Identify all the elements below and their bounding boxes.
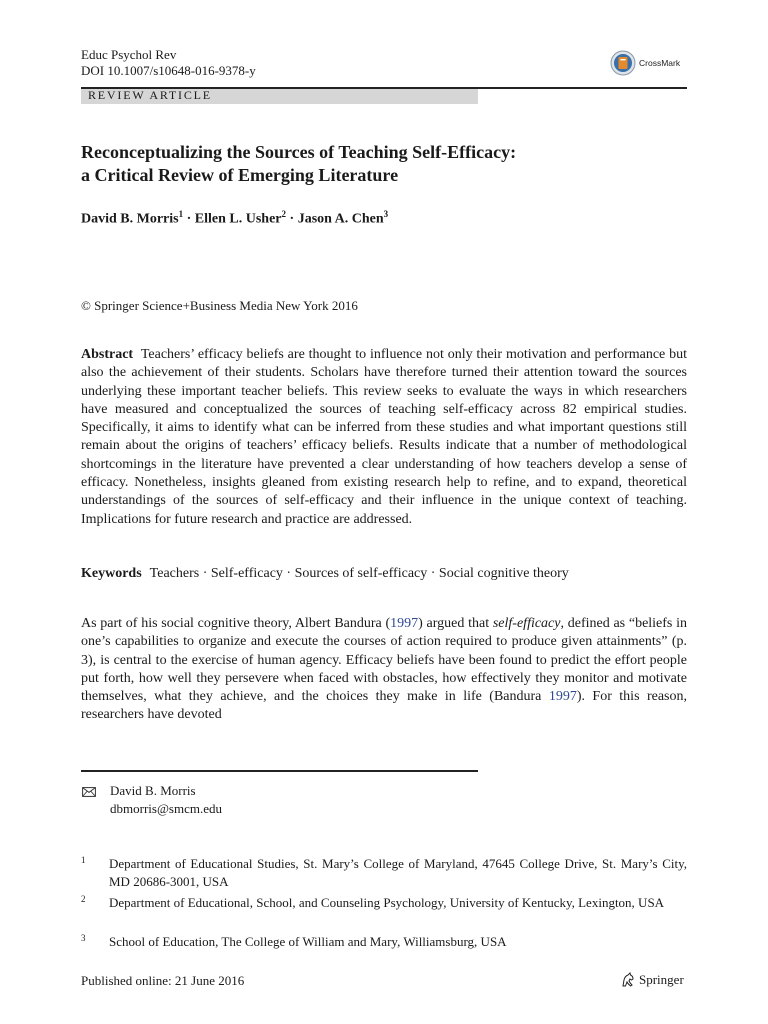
- keywords-label: Keywords: [81, 566, 142, 581]
- publisher-logo: [620, 972, 684, 988]
- envelope-icon: [82, 787, 96, 797]
- crossmark-label: CrossMark: [639, 58, 681, 68]
- crossmark-badge[interactable]: [610, 49, 680, 77]
- body-text: , defined as “beliefs in one’s capabilities to organize and execute the courses of action required to produce given attainments” (p. 3), is central to the exercise of human agency. Efficacy beliefs have been found to predict the effort people put forth, how well they persevere when faced with obstacles, how effectively they monitor and motivate themselves, what they achieve, and the choices they make in life (Bandura: [81, 616, 688, 705]
- abstract: [81, 346, 687, 529]
- affiliation-text: Department of Educational, School, and Counseling Psychology, University of Kentucky, Lexington, USA: [109, 895, 665, 910]
- keywords-list: Teachers · Self-efficacy · Sources of self-efficacy · Social cognitive theory: [149, 566, 569, 581]
- title-line-2: a Critical Review of Emerging Literature: [81, 165, 399, 185]
- published-date: Published online: 21 June 2016: [81, 973, 245, 988]
- copyright-notice: © Springer Science+Business Media New York 2016: [81, 298, 358, 313]
- affiliation: [81, 933, 687, 951]
- author-name[interactable]: David B. Morris: [81, 211, 179, 227]
- correspondence: [110, 782, 222, 818]
- affiliation-number: 3: [81, 933, 86, 943]
- springer-horse-icon: [620, 972, 636, 988]
- body-text: ) argued that: [418, 616, 493, 631]
- author-separator: ·: [286, 211, 298, 227]
- body-paragraph: [81, 615, 687, 725]
- author-affiliation-mark: 3: [383, 209, 389, 219]
- affiliation-number: 2: [81, 894, 86, 904]
- body-text: As part of his social cognitive theory, Albert Bandura (: [81, 616, 391, 631]
- affiliation-text: Department of Educational Studies, St. Mary’s College of Maryland, 47645 College Drive, St. Mary’s City, MD 20686-3001, USA: [109, 856, 687, 889]
- title-line-1: Reconceptualizing the Sources of Teaching Self-Efficacy:: [81, 142, 517, 162]
- article-type: REVIEW ARTICLE: [88, 88, 212, 102]
- citation-link[interactable]: 1997: [390, 616, 419, 631]
- affiliation-text: School of Education, The College of William and Mary, Williamsburg, USA: [109, 934, 507, 949]
- publisher-name: Springer: [639, 972, 684, 987]
- crossmark-logo-icon: [610, 50, 636, 76]
- affiliation: [81, 855, 687, 891]
- body-text: ). For this reason, researchers have devoted: [81, 689, 687, 723]
- author-name[interactable]: Ellen L. Usher: [194, 211, 282, 227]
- author-list: [81, 209, 388, 228]
- emphasis-term: self-efficacy: [492, 616, 561, 631]
- journal-header: [81, 47, 256, 79]
- abstract-label: Abstract: [81, 347, 134, 362]
- footnote-rule: [81, 770, 478, 772]
- author-affiliation-mark: 1: [178, 209, 184, 219]
- author-name[interactable]: Jason A. Chen: [297, 211, 384, 227]
- doi[interactable]: DOI 10.1007/s10648-016-9378-y: [81, 63, 256, 78]
- correspondence-email[interactable]: dbmorris@smcm.edu: [110, 801, 222, 816]
- article-title: [81, 141, 687, 187]
- keywords: [81, 566, 569, 582]
- abstract-text: Teachers’ efficacy beliefs are thought to influence not only their motivation and performance but also the achievement of their students. Scholars have therefore turned their attention toward the sources underlying these important teacher beliefs. This review seeks to evaluate the ways in which researchers have measured and conceptualized the sources of teaching self-efficacy across 82 empirical studies. Specifically, it aims to identify what can be inferred from these studies and what important questions still remain about the origins of teachers’ efficacy beliefs. Results indicate that a number of methodological shortcomings in the literature have prevented a clear understanding of how teachers develop a sense of efficacy. Nonetheless, insights gleaned from existing research help to refine, and to expand, theoretical understandings of the sources of self-efficacy and their influence in the unique context of teaching. Implications for future research and practice are addressed.: [81, 347, 688, 527]
- affiliation-number: 1: [81, 855, 86, 865]
- journal-name: Educ Psychol Rev: [81, 47, 177, 62]
- author-affiliation-mark: 2: [281, 209, 287, 219]
- citation-link[interactable]: 1997: [548, 689, 577, 705]
- correspondence-name: David B. Morris: [110, 783, 196, 798]
- author-separator: ·: [183, 211, 195, 227]
- affiliation: [81, 894, 687, 912]
